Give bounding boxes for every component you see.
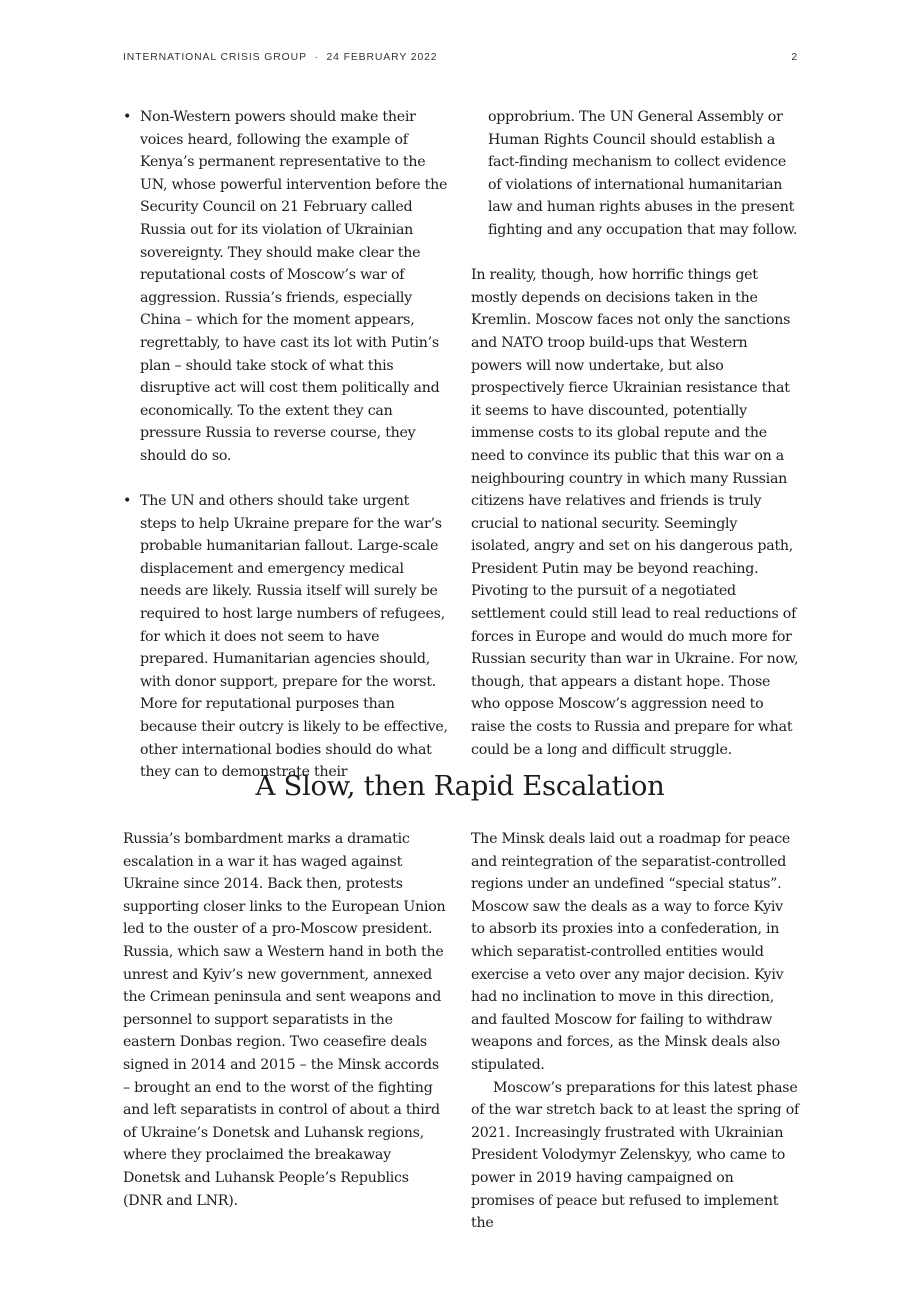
bullet-continuation: opprobrium. The UN General Assembly or Human Rights Council should establish a fact-finding mechanism to collect evidence of violations of international humanitarian law and human rights abuses in the present fighting and any occupation that may follow. <box>488 109 798 238</box>
bullet-icon: • <box>123 493 132 510</box>
paragraph-preparations: Moscow’s preparations for this latest phase of the war stretch back to at least the spring of 2021. Increasingly frustrated with Ukrainian President Volodymyr Zelenskyy, who came to power in 2019 having campaigned on promises of peace but refused to implement the <box>471 1079 799 1232</box>
page-number: 2 <box>791 52 798 63</box>
top-right-column <box>471 106 799 761</box>
top-left-column <box>123 106 449 806</box>
bullet-text-non-western-powers: Non-Western powers should make their voices heard, following the example of Kenya’s permanent representative to the UN, whose powerful intervention before the Security Council on 21 February called Russia out for its violation of Ukrainian sovereignty. They should make clear the reputational costs of Moscow’s war of aggression. Russia’s friends, especially China – which for the moment appears, regrettably, to have cast its lot with Putin’s plan – should take stock of what this disruptive act will cost them politically and economically. To the extent they can pressure Russia to reverse course, they should do so. <box>140 109 448 464</box>
running-head <box>123 52 438 63</box>
section-heading: A Slow, then Rapid Escalation <box>255 770 665 802</box>
header-org: INTERNATIONAL CRISIS GROUP <box>123 52 307 63</box>
bullet-icon: • <box>123 109 132 125</box>
list-item <box>123 490 449 784</box>
header-separator: · <box>314 52 319 63</box>
bottom-right-column <box>471 828 799 1235</box>
paragraph-bombardment: Russia’s bombardment marks a dramatic escalation in a war it has waged against Ukraine since 2014. Back then, protests supporting closer links to the European Union led to the ouster of a pro-Moscow president. Russia, which saw a Western hand in both the unrest and Kyiv’s new government, annexed the Crimean peninsula and sent weapons and personnel to support separatists in the eastern Donbas region. Two ceasefire deals signed in 2014 and 2015 – the Minsk accords – brought an end to the worst of the fighting and left separatists in control of about a third of Ukraine’s Donetsk and Luhansk regions, where they proclaimed the breakaway Donetsk and Luhansk People’s Republics (DNR and LNR). <box>123 831 446 1209</box>
paragraph-kremlin: In reality, though, how horrific things get mostly depends on decisions taken in the Kremlin. Moscow faces not only the sanctions and NATO troop build-ups that Western powers will now undertake, but also prospectively fierce Ukrainian resistance that it seems to have discounted, potentially immense costs to its global repute and the need to convince its public that this war on a neighbouring country in which many Russian citizens have relatives and friends is truly crucial to national security. Seemingly isolated, angry and set on his dangerous path, President Putin may be beyond reaching. Pivoting to the pursuit of a negotiated settlement could still lead to real reductions of forces in Europe and would do much more for Russian security than war in Ukraine. For now, though, that appears a distant hope. Those who oppose Moscow’s aggression need to raise the costs to Russia and prepare for what could be a long and difficult struggle. <box>471 267 799 758</box>
bottom-left-column <box>123 828 449 1212</box>
list-item <box>123 106 449 468</box>
paragraph-minsk-deals: The Minsk deals laid out a roadmap for peace and reintegration of the separatist-controlled regions under an undefined “special status”. Moscow saw the deals as a way to force Kyiv to absorb its proxies into a confederation, in which separatist-controlled entities would exercise a veto over any major decision. Kyiv had no inclination to move in this direction, and faulted Moscow for failing to withdraw weapons and forces, as the Minsk deals also stipulated. <box>471 831 791 1073</box>
recommendation-list <box>123 106 449 784</box>
page-header <box>123 52 798 68</box>
bullet-text-un-humanitarian: The UN and others should take urgent steps to help Ukraine prepare for the war’s probable humanitarian fallout. Large-scale displacement and emergency medical needs are likely. Russia itself will surely be required to host large numbers of refugees, for which it does not seem to have prepared. Humanitarian agencies should, with donor support, prepare for the worst. More for reputational purposes than because their outcry is likely to be effective, other international bodies should do what they can to demonstrate their <box>140 493 448 781</box>
header-date: 24 FEBRUARY 2022 <box>326 52 438 63</box>
